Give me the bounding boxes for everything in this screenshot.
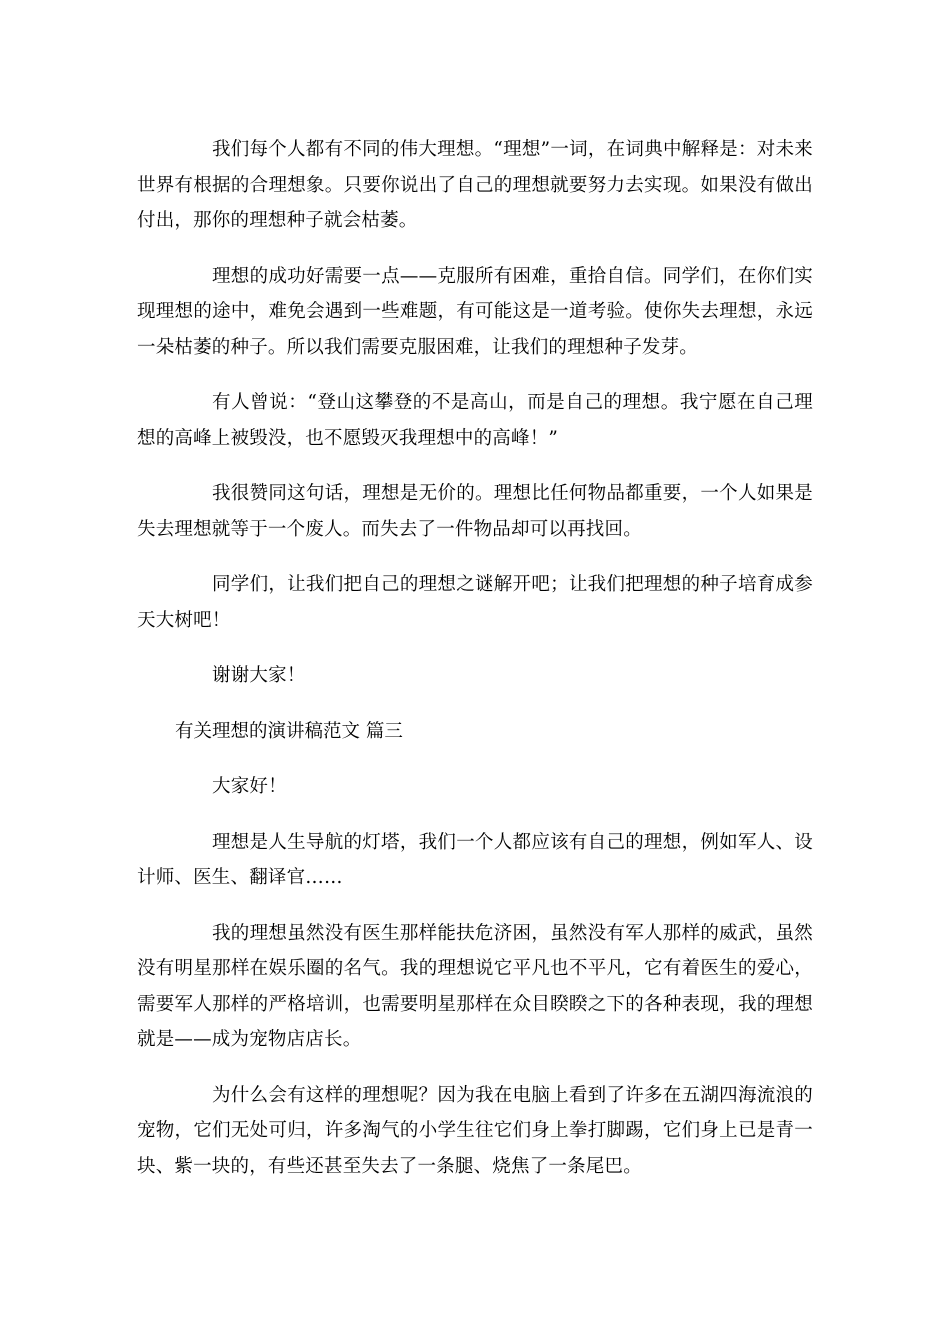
document-body	[137, 132, 813, 1204]
paragraph-1: 我们每个人都有不同的伟大理想。“理想”一词，在词典中解释是：对未来世界有根据的合理想象。只要你说出了自己的理想就要努力去实现。如果没有做出付出，那你的理想种子就会枯萎。	[137, 139, 813, 231]
section-paragraph-2: 我的理想虽然没有医生那样能扶危济困，虽然没有军人那样的威武，虽然没有明星那样在娱乐圈的名气。我的理想说它平凡也不平凡，它有着医生的爱心，需要军人那样的严格培训，也需要明星那样在众目睽睽之下的各种表现，我的理想就是——成为宠物店店长。	[137, 922, 813, 1050]
section-heading: 有关理想的演讲稿范文 篇三	[175, 720, 403, 742]
section-paragraph-1: 理想是人生导航的灯塔，我们一个人都应该有自己的理想，例如军人、设计师、医生、翻译官……	[137, 831, 813, 888]
paragraph-5: 同学们，让我们把自己的理想之谜解开吧；让我们把理想的种子培育成参天大树吧！	[137, 574, 813, 631]
greeting-paragraph: 大家好！	[212, 776, 287, 797]
paragraph-2: 理想的成功好需要一点——克服所有困难，重拾自信。同学们，在你们实现理想的途中，难免会遇到一些难题，有可能这是一道考验。使你失去理想，永远一朵枯萎的种子。所以我们需要克服困难，让我们的理想种子发芽。	[137, 265, 813, 358]
paragraph-thanks: 谢谢大家！	[212, 665, 306, 686]
paragraph-3: 有人曾说：“登山这攀登的不是高山，而是自己的理想。我宁愿在自己理想的高峰上被毁没，也不愿毁灭我理想中的高峰！”	[137, 392, 813, 449]
section-paragraph-3: 为什么会有这样的理想呢？因为我在电脑上看到了许多在五湖四海流浪的宠物，它们无处可归，许多淘气的小学生往它们身上拳打脚踢，它们身上已是青一块、紫一块的，有些还甚至失去了一条腿、烧焦了一条尾巴。	[137, 1084, 813, 1177]
paragraph-4: 我很赞同这句话，理想是无价的。理想比任何物品都重要，一个人如果是失去理想就等于一个废人。而失去了一件物品却可以再找回。	[137, 483, 813, 540]
